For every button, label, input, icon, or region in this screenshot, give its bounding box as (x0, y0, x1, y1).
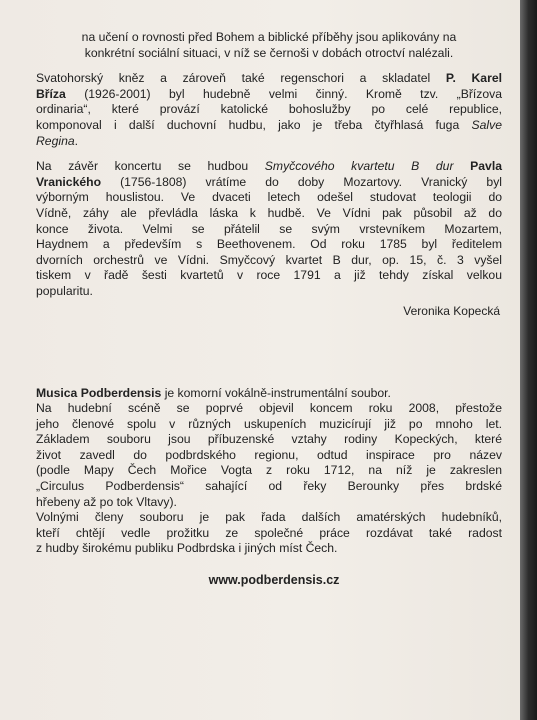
text-run: (1926-2001) byl hudebně velmi činný. Kromě tzv. „Břízova (84, 86, 503, 101)
composer-name: Bříza (36, 86, 66, 101)
text-line: konce života. Velmi se přátelil se svým vrstevníkem Mozartem, (36, 221, 502, 236)
text-run: . (74, 133, 79, 148)
text-run: komponoval i další duchovní hudbu, jako je třeba čtyřhlasá fuga (36, 117, 460, 132)
ensemble-paragraph (36, 386, 502, 558)
text-line: Vídně, záhy ale převládla láska k hudbě. Ve Vídni pak působil až do (36, 205, 502, 220)
section-gap (36, 318, 502, 386)
ensemble-name: Musica Podberdensis (36, 385, 162, 400)
text-line: Na hudební scéně se poprvé objevil koncem roku 2008, přestože (36, 401, 502, 416)
text-line (36, 134, 502, 150)
text-run: je komorní vokálně-instrumentální soubor. (164, 385, 391, 400)
composer-name: Pavla (470, 159, 502, 174)
work-title: Smyčcového kvartetu B dur (264, 159, 454, 174)
text-run: Na závěr koncertu se hudbou (36, 159, 249, 174)
briza-paragraph (36, 71, 502, 149)
website-url: www.podberdensis.cz (208, 573, 340, 588)
text-line: Základem souboru jsou příbuzenské vztahy rodiny Kopeckých, které (36, 432, 502, 447)
text-line: Haydnem a především s Beethovenem. Od roku 1785 byl ředitelem (36, 237, 502, 252)
text-line (36, 71, 502, 87)
text-line (36, 118, 502, 134)
text-line (36, 175, 502, 191)
text-line (36, 159, 502, 175)
text-line (36, 87, 502, 103)
text-run: (1756-1808) vrátíme do doby Mozartovy. Vranický byl (120, 174, 502, 189)
text-line: „Circulus Podberdensis“ sahající od řeky Berounky přes brdské (36, 479, 502, 494)
text-line: dvorních orchestrů ve Vídni. Smyčcový kvartet B dur, op. 15, č. 3 vyšel (36, 252, 502, 267)
text-line: Volnými členy souboru je pak řada dalších amatérských hudebníků, (36, 510, 502, 525)
text-line: z hudby širokému publiku Podbrdska i jiných míst Čech. (36, 541, 338, 556)
text-line: výborným houslistou. Ve dvaceti letech odešel studovat teologii do (36, 190, 502, 205)
intro-paragraph (36, 30, 502, 61)
composer-name: P. Karel (445, 71, 502, 86)
composer-name: Vranického (36, 174, 102, 189)
text-line: tiskem v řadě šesti kvartetů v roce 1791 a již tehdy získal velkou (36, 268, 502, 283)
page-edge-shadow (520, 0, 537, 720)
text-line: konkrétní sociální situaci, v níž se černoši v dobách otroctví nalézali. (84, 45, 454, 60)
text-line: jeho členové spolu v různých uskupeních muzicírují již po mnoho let. (36, 416, 502, 431)
text-line: (podle Mapy Čech Mořice Vogta z roku 1712, na níž je zakreslen (36, 463, 502, 478)
text-line: na učení o rovnosti před Bohem a biblické příběhy jsou aplikovány na (81, 30, 457, 44)
work-title: Regina (36, 133, 75, 148)
text-line: popularitu. (36, 283, 93, 298)
text-line: život zavedl do podbrdského regionu, odtud inspirace pro název (36, 447, 502, 462)
text-line: kteří chtějí vedle prožitku ze společné práce rozdávat také radost (36, 525, 502, 540)
author-signature: Veronika Kopecká (403, 303, 500, 318)
text-line (36, 386, 502, 402)
vranicky-paragraph (36, 159, 502, 299)
text-line: hřebeny až po tok Vltavy). (36, 494, 177, 509)
text-line: ordinaria“, které provází katolické bohoslužby po celé republice, (36, 102, 502, 117)
work-title: Salve (471, 117, 502, 132)
text-run: Svatohorský kněz a zároveň také regenschori a skladatel (36, 71, 431, 86)
